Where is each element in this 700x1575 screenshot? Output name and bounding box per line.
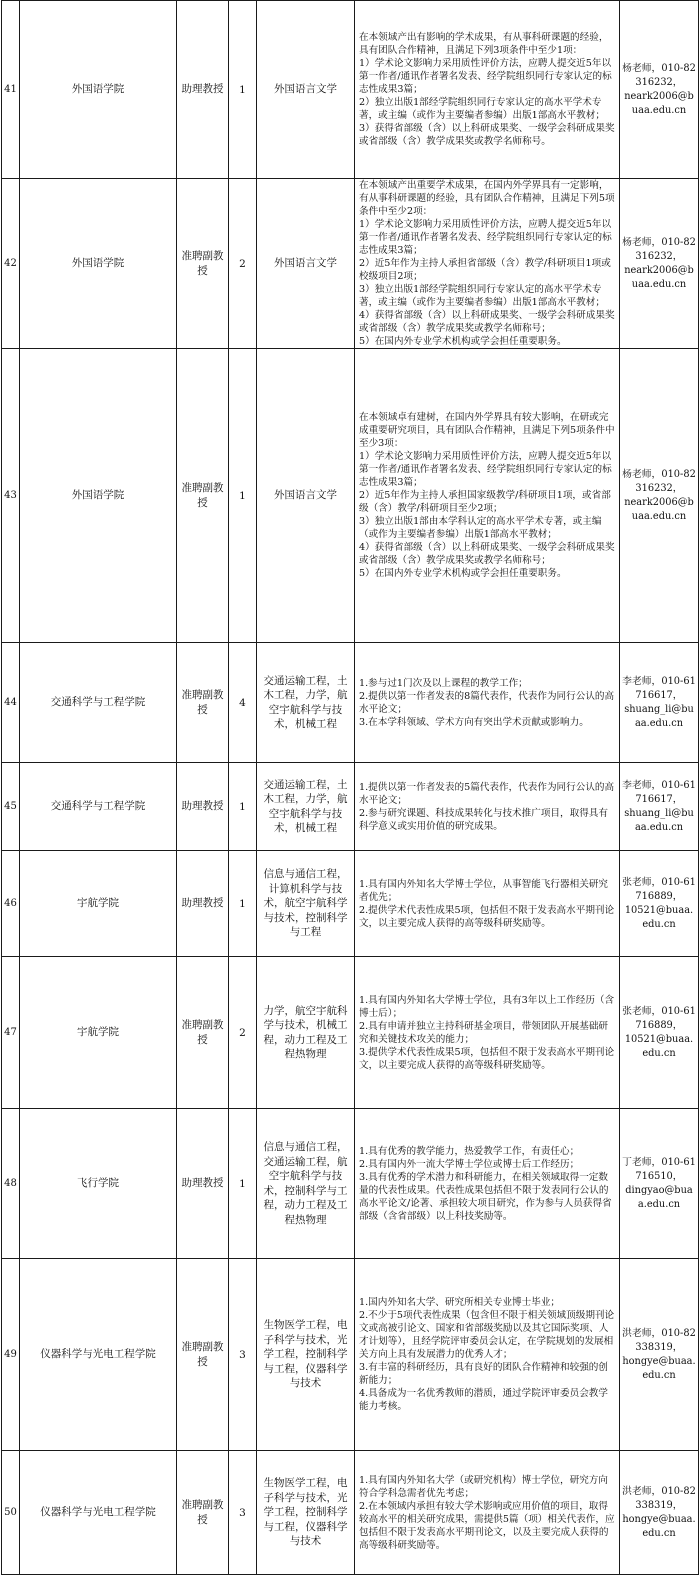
- department-cell: 宇航学院: [20, 957, 177, 1109]
- department-cell: 宇航学院: [20, 851, 177, 957]
- contact-name-phone: 洪老师，010-82338319，: [622, 1485, 696, 1511]
- row-number: 42: [2, 179, 20, 349]
- table-row: [2, 851, 699, 957]
- contact-email: 10521@buaa.edu.cn: [624, 904, 694, 930]
- count-cell: 1: [229, 1, 257, 179]
- requirements-cell: [355, 1451, 620, 1575]
- contact-cell: [620, 1451, 699, 1575]
- row-number: 44: [2, 643, 20, 763]
- count-cell: 2: [229, 957, 257, 1109]
- subject-cell: 信息与通信工程，交通运输工程，航空宇航科学与技术，控制科学与工程，动力工程及工程热物理: [257, 1109, 355, 1259]
- contact-name-phone: 杨老师，010-82316232，: [622, 62, 696, 88]
- position-cell: 准聘副教授: [177, 179, 229, 349]
- contact-name-phone: 李老师，010-61716617，: [622, 779, 696, 805]
- table-row: [2, 1109, 699, 1259]
- contact-email: neark2006@buaa.edu.cn: [624, 264, 694, 290]
- count-cell: 1: [229, 851, 257, 957]
- requirement-line: 3.提供学术代表性成果5项，包括但不限于发表高水平期刊论文，以主要完成人获得的高等级科研奖励等。: [359, 1046, 615, 1071]
- requirement-line: 4）获得省部级（含）以上科研成果奖、一级学会科研成果奖或省部级（含）教学成果奖或教学名师称号；: [359, 542, 615, 566]
- position-cell: 准聘副教授: [177, 1259, 229, 1451]
- subject-cell: 交通运输工程，土木工程，力学，航空宇航科学与技术，机械工程: [257, 643, 355, 763]
- department-cell: 仪器科学与光电工程学院: [20, 1259, 177, 1451]
- contact-email: dingyao@buaa.edu.cn: [625, 1184, 693, 1210]
- contact-email: hongye@buaa.edu.cn: [622, 1355, 696, 1381]
- requirement-line: 2）独立出版1部经学院组织同行专家认定的高水平学术专著，或主编（或作为主要编者参编）出版1部高水平教材；: [359, 97, 605, 121]
- requirement-line: 1）学术论文影响力采用质性评价方法，应聘人提交近5年以第一作者/通讯作者署名发表、经学院组织同行专家认定的标志性成果3篇；: [359, 451, 612, 488]
- table-row: [2, 349, 699, 643]
- row-number: 50: [2, 1451, 20, 1575]
- table-row: [2, 957, 699, 1109]
- count-cell: 3: [229, 1451, 257, 1575]
- table-row: [2, 643, 699, 763]
- contact-name-phone: 丁老师，010-61716510，: [622, 1156, 696, 1182]
- requirement-line: 1）学术论文影响力采用质性评价方法，应聘人提交近5年以第一作者/通讯作者署名发表、经学院组织同行专家认定的标志性成果3篇；: [359, 58, 612, 95]
- department-cell: 飞行学院: [20, 1109, 177, 1259]
- count-cell: 1: [229, 349, 257, 643]
- requirement-line: 1.具有国内外知名大学（或研究机构）博士学位，研究方向符合学科急需者优先考虑；: [359, 1474, 608, 1499]
- contact-email: shuang_li@buaa.edu.cn: [624, 703, 694, 729]
- position-cell: 准聘副教授: [177, 643, 229, 763]
- requirement-line: 在本领域产出重要学术成果，在国内外学界具有一定影响，有从事科研课题的经验，具有团队合作精神，且满足下列5项条件中至少2项：: [359, 180, 615, 217]
- requirement-line: 2.参与研究课题、科技成果转化与技术推广项目，取得具有科学意义或实用价值的研究成果。: [359, 807, 608, 832]
- table-row: [2, 763, 699, 851]
- table-row: [2, 1, 699, 179]
- count-cell: 4: [229, 643, 257, 763]
- requirements-cell: [355, 1259, 620, 1451]
- contact-cell: [620, 1, 699, 179]
- department-cell: 交通科学与工程学院: [20, 763, 177, 851]
- requirements-cell: [355, 1, 620, 179]
- department-cell: 外国语学院: [20, 179, 177, 349]
- subject-cell: 信息与通信工程，计算机科学与技术，航空宇航科学与技术，控制科学与工程: [257, 851, 355, 957]
- subject-cell: 力学，航空宇航科学与技术，机械工程，动力工程及工程热物理: [257, 957, 355, 1109]
- contact-name-phone: 张老师，010-61716889，: [622, 876, 696, 902]
- requirements-cell: [355, 1109, 620, 1259]
- contact-email: neark2006@buaa.edu.cn: [624, 496, 694, 522]
- requirement-line: 3）独立出版1部经学院组织同行专家认定的高水平学术专著，或主编（或作为主要编者参编）出版1部高水平教材；: [359, 284, 605, 308]
- requirement-line: 1.具有国内外知名大学博士学位，具有3年以上工作经历（含博士后）；: [359, 994, 615, 1019]
- requirement-line: 2）近5年作为主持人承担国家级教学/科研项目1项，或省部级（含）教学/科研项目至少2项；: [359, 490, 611, 514]
- row-number: 45: [2, 763, 20, 851]
- contact-cell: [620, 349, 699, 643]
- subject-cell: 交通运输工程，土木工程，力学，航空宇航科学与技术，机械工程: [257, 763, 355, 851]
- recruitment-table: [1, 0, 699, 1575]
- position-cell: 准聘副教授: [177, 957, 229, 1109]
- requirement-line: 1.国内外知名大学、研究所相关专业博士毕业；: [359, 1297, 561, 1308]
- requirement-line: 1.提供以第一作者发表的5篇代表作，代表作为同行公认的高水平论文；: [359, 781, 615, 806]
- position-cell: 准聘副教授: [177, 1451, 229, 1575]
- requirement-line: 2.提供学术代表性成果5项，包括但不限于发表高水平期刊论文，以主要完成人获得的高等级科研奖励等。: [359, 904, 615, 929]
- requirement-line: 3.有丰富的科研经历，具有良好的团队合作精神和较强的创新能力；: [359, 1362, 608, 1386]
- requirements-cell: [355, 957, 620, 1109]
- position-cell: 助理教授: [177, 851, 229, 957]
- requirement-line: 2.在本领域内承担有较大学术影响或应用价值的项目，取得较高水平的相关研究成果，需提供5篇（项）相关代表作，应包括但不限于发表高水平期刊论文，以及主要完成人获得的高等级科研奖励等。: [359, 1500, 615, 1551]
- contact-cell: [620, 763, 699, 851]
- position-cell: 助理教授: [177, 1109, 229, 1259]
- requirement-line: 2.不少于5项代表性成果（包含但不限于相关领域顶级期刊论文或高被引论文、国家和省部级奖励以及其它国际奖项、人才计划等），且经学院评审委员会认定，在学院规划的发展相关方向上具有发展潜力的优秀人才；: [359, 1310, 615, 1360]
- table-body: [2, 1, 699, 1575]
- subject-cell: 生物医学工程，电子科学与技术，光学工程，控制科学与工程，仪器科学与技术: [257, 1259, 355, 1451]
- contact-cell: [620, 957, 699, 1109]
- contact-email: 10521@buaa.edu.cn: [624, 1033, 694, 1059]
- row-number: 46: [2, 851, 20, 957]
- position-cell: 助理教授: [177, 763, 229, 851]
- row-number: 41: [2, 1, 20, 179]
- contact-cell: [620, 179, 699, 349]
- department-cell: 外国语学院: [20, 1, 177, 179]
- position-cell: 准聘副教授: [177, 349, 229, 643]
- contact-name-phone: 张老师，010-61716889，: [622, 1005, 696, 1031]
- requirements-cell: [355, 643, 620, 763]
- contact-cell: [620, 1109, 699, 1259]
- contact-name-phone: 洪老师，010-82338319，: [622, 1327, 696, 1353]
- subject-cell: 外国语言文学: [257, 179, 355, 349]
- subject-cell: 外国语言文学: [257, 1, 355, 179]
- position-cell: 助理教授: [177, 1, 229, 179]
- contact-cell: [620, 643, 699, 763]
- requirement-line: 3）获得省部级（含）以上科研成果奖、一级学会科研成果奖或省部级（含）教学成果奖或教学名师称号。: [359, 123, 615, 147]
- requirement-line: 在本领域产出有影响的学术成果，有从事科研课题的经验，具有团队合作精神，且满足下列3项条件中至少1项：: [359, 32, 609, 56]
- department-cell: 交通科学与工程学院: [20, 643, 177, 763]
- subject-cell: 外国语言文学: [257, 349, 355, 643]
- department-cell: 外国语学院: [20, 349, 177, 643]
- requirements-cell: [355, 851, 620, 957]
- table-row: [2, 1259, 699, 1451]
- requirement-line: 3.在本学科领域、学术方向有突出学术贡献或影响力。: [359, 716, 589, 728]
- count-cell: 1: [229, 763, 257, 851]
- requirement-line: 1.具有国内外知名大学博士学位，从事智能飞行器相关研究者优先；: [359, 878, 608, 903]
- row-number: 48: [2, 1109, 20, 1259]
- requirement-line: 1.参与过1门次及以上课程的教学工作；: [359, 677, 528, 689]
- requirement-line: 4.具备成为一名优秀教师的潜质，通过学院评审委员会教学能力考核。: [359, 1388, 608, 1412]
- count-cell: 3: [229, 1259, 257, 1451]
- contact-name-phone: 杨老师，010-82316232，: [622, 468, 696, 494]
- subject-cell: 生物医学工程，电子科学与技术，光学工程，控制科学与工程，仪器科学与技术: [257, 1451, 355, 1575]
- row-number: 43: [2, 349, 20, 643]
- requirement-line: 2.具有国内外一流大学博士学位或博士后工作经历；: [359, 1158, 580, 1170]
- requirements-cell: [355, 349, 620, 643]
- requirements-cell: [355, 179, 620, 349]
- contact-cell: [620, 1259, 699, 1451]
- contact-name-phone: 杨老师，010-82316232，: [622, 236, 696, 262]
- requirement-line: 3.具有优秀的学术潜力和科研能力，在相关领域取得一定数量的代表性成果。代表性成果包括但不限于发表同行公认的高水平论文/论著、承担较大项目研究，作为参与人员获得省部级（含省部级）以上科技奖励等。: [359, 1171, 612, 1222]
- department-cell: 仪器科学与光电工程学院: [20, 1451, 177, 1575]
- contact-cell: [620, 851, 699, 957]
- requirement-line: 5）在国内外专业学术机构或学会担任重要职务。: [359, 336, 567, 347]
- requirement-line: 在本领域卓有建树，在国内外学界具有较大影响，在研或完成重要研究项目，具有团队合作精神，且满足下列5项条件中至少3项：: [359, 412, 615, 449]
- row-number: 47: [2, 957, 20, 1109]
- contact-name-phone: 李老师，010-61716617，: [622, 675, 696, 701]
- contact-email: shuang_li@buaa.edu.cn: [624, 807, 694, 833]
- requirement-line: 5）在国内外专业学术机构或学会担任重要职务。: [359, 568, 567, 579]
- requirements-cell: [355, 763, 620, 851]
- contact-email: hongye@buaa.edu.cn: [622, 1513, 696, 1539]
- contact-email: neark2006@buaa.edu.cn: [624, 90, 694, 116]
- table-row: [2, 179, 699, 349]
- count-cell: 1: [229, 1109, 257, 1259]
- requirement-line: 4）获得省部级（含）以上科研成果奖、一级学会科研成果奖或省部级（含）教学成果奖或教学名师称号；: [359, 310, 615, 334]
- requirement-line: 2.具有申请并独立主持科研基金项目，带领团队开展基础研究和关键技术攻关的能力；: [359, 1020, 608, 1045]
- requirement-line: 1）学术论文影响力采用质性评价方法，应聘人提交近5年以第一作者/通讯作者署名发表、经学院组织同行专家认定的标志性成果3篇；: [359, 219, 612, 256]
- requirement-line: 2.提供以第一作者发表的8篇代表作，代表作为同行公认的高水平论文；: [359, 690, 615, 715]
- requirement-line: 1.具有优秀的教学能力，热爱教学工作，有责任心；: [359, 1145, 580, 1157]
- row-number: 49: [2, 1259, 20, 1451]
- table-row: [2, 1451, 699, 1575]
- requirement-line: 3）独立出版1部由本学科认定的高水平学术专著，或主编（或作为主要编者参编）出版1部高水平教材；: [359, 516, 602, 540]
- count-cell: 2: [229, 179, 257, 349]
- requirement-line: 2）近5年作为主持人承担省部级（含）教学/科研项目1项或校级项目2项；: [359, 258, 611, 282]
